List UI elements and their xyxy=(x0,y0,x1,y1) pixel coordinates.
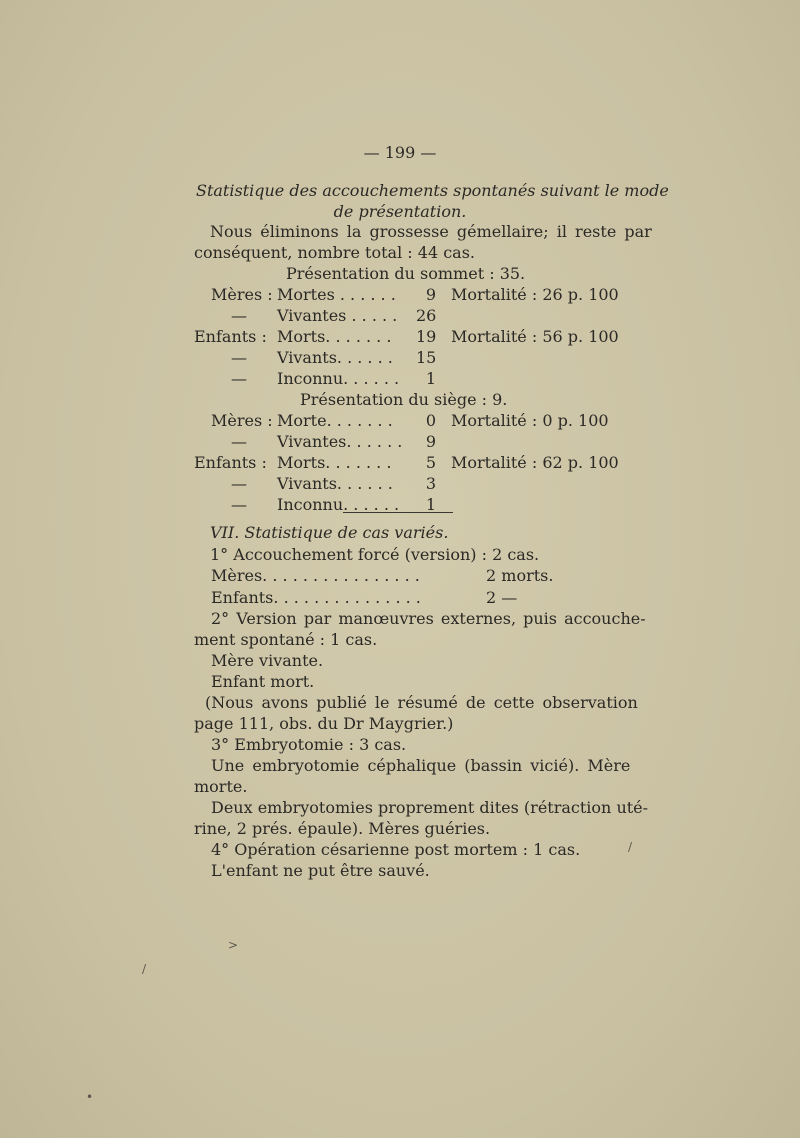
s7-line-13: Deux embryotomies proprement dites (rétraction uté- xyxy=(211,798,649,817)
sommet-label-4: Vivants. . . . . . xyxy=(277,348,393,367)
sommet-count-1: 9 xyxy=(425,285,436,304)
s7-enfants-value: 2 — xyxy=(486,588,518,607)
sommet-who-1: Mères : xyxy=(211,285,273,304)
siege-who-4: — xyxy=(231,474,247,493)
siege-count-2: 9 xyxy=(425,432,436,451)
siege-label-5: Inconnu. . . . . . xyxy=(277,495,400,514)
section-divider xyxy=(343,512,453,513)
sommet-note-3: Mortalité : 56 p. 100 xyxy=(451,327,619,346)
s7-line-1: 1° Accouchement forcé (version) : 2 cas. xyxy=(210,545,540,564)
siege-note-3: Mortalité : 62 p. 100 xyxy=(451,453,619,472)
siege-who-2: — xyxy=(231,432,247,451)
siege-note-1: Mortalité : 0 p. 100 xyxy=(451,411,609,430)
siege-count-5: 1 xyxy=(425,495,436,514)
siege-who-3: Enfants : xyxy=(194,453,267,472)
siege-title: Présentation du siège : 9. xyxy=(300,390,508,409)
intro-line-1: Nous éliminons la grossesse gémellaire; il reste par xyxy=(210,222,652,241)
siege-label-1: Morte. . . . . . . xyxy=(277,411,393,430)
paper-speck: / xyxy=(628,840,633,854)
sommet-note-1: Mortalité : 26 p. 100 xyxy=(451,285,619,304)
s7-line-enfants: Enfants. . . . . . . . . . . . . . . xyxy=(211,588,421,607)
s7-line-14: rine, 2 prés. épaule). Mères guéries. xyxy=(194,819,491,838)
intro-line-2: conséquent, nombre total : 44 cas. xyxy=(194,243,476,262)
siege-label-4: Vivants. . . . . . xyxy=(277,474,393,493)
sommet-count-2: 26 xyxy=(416,306,437,325)
sommet-who-3: Enfants : xyxy=(194,327,267,346)
siege-label-3: Morts. . . . . . . xyxy=(277,453,392,472)
sommet-count-4: 15 xyxy=(416,348,437,367)
siege-count-1: 0 xyxy=(425,411,436,430)
sommet-count-5: 1 xyxy=(425,369,436,388)
s7-meres-value: 2 morts. xyxy=(486,566,554,585)
heading-line-2: de présentation. xyxy=(333,202,467,221)
s7-line-5: ment spontané : 1 cas. xyxy=(194,630,378,649)
sommet-who-5: — xyxy=(231,369,247,388)
s7-line-meres: Mères. . . . . . . . . . . . . . . . xyxy=(211,566,420,585)
heading-line-1: Statistique des accouchements spontanés suivant le mode xyxy=(196,181,669,200)
s7-line-7: Enfant mort. xyxy=(211,672,315,691)
s7-line-9: page 111, obs. du Dr Maygrier.) xyxy=(194,714,454,733)
siege-label-2: Vivantes. . . . . . xyxy=(277,432,403,451)
s7-line-15: 4° Opération césarienne post mortem : 1 cas. xyxy=(211,840,581,859)
siege-who-1: Mères : xyxy=(211,411,273,430)
paper-speck: > xyxy=(228,938,239,952)
siege-count-4: 3 xyxy=(425,474,436,493)
sommet-who-4: — xyxy=(231,348,247,367)
siege-who-5: — xyxy=(231,495,247,514)
section-7-title: VII. Statistique de cas variés. xyxy=(210,523,449,542)
s7-line-11: Une embryotomie céphalique (bassin vicié). Mère xyxy=(211,756,631,775)
s7-line-10: 3° Embryotomie : 3 cas. xyxy=(211,735,407,754)
s7-line-16: L'enfant ne put être sauvé. xyxy=(211,861,430,880)
sommet-title: Présentation du sommet : 35. xyxy=(286,264,526,283)
s7-line-4: 2° Version par manœuvres externes, puis accouche- xyxy=(211,609,646,628)
sommet-label-5: Inconnu. . . . . . xyxy=(277,369,400,388)
s7-line-12: morte. xyxy=(194,777,248,796)
sommet-label-2: Vivantes . . . . . xyxy=(277,306,398,325)
sommet-count-3: 19 xyxy=(416,327,437,346)
siege-count-3: 5 xyxy=(425,453,436,472)
paper-speck: / xyxy=(142,962,147,976)
sommet-who-2: — xyxy=(231,306,247,325)
s7-line-6: Mère vivante. xyxy=(211,651,324,670)
sommet-label-3: Morts. . . . . . . xyxy=(277,327,392,346)
sommet-label-1: Mortes . . . . . . xyxy=(277,285,396,304)
paper-speck: • xyxy=(86,1090,94,1104)
s7-line-8: (Nous avons publié le résumé de cette observation xyxy=(205,693,638,712)
page-number: — 199 — xyxy=(363,143,437,162)
